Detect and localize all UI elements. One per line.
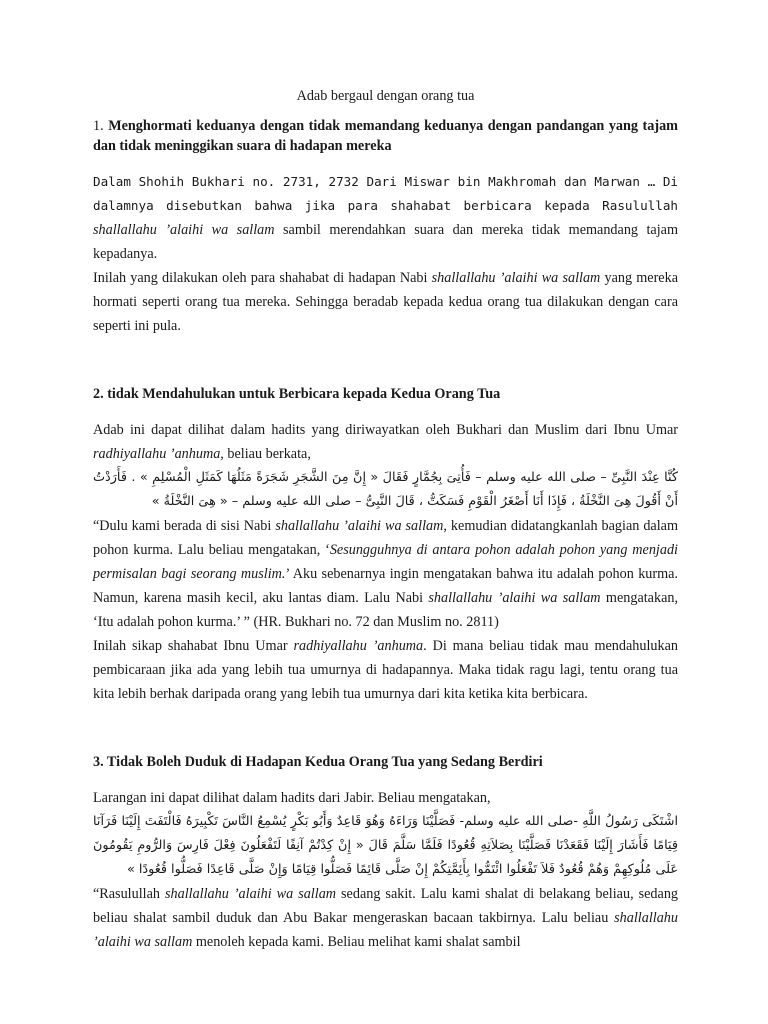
- section-1-paragraph-1-text-b: sambil merendahkan suara dan mereka tidak memandang tajam kepadanya.: [93, 222, 679, 262]
- spacer: [93, 360, 678, 382]
- section-3-heading: 3. Tidak Boleh Duduk di Hadapan Kedua Orang Tua yang Sedang Berdiri: [93, 754, 543, 770]
- section-2-paragraph-1-text-b: , beliau berkata,: [220, 446, 311, 462]
- section-2-paragraph-1-text-a: Adab ini dapat dilihat dalam hadits yang diriwayatkan oleh Bukhari dan Muslim dari Ibnu Umar: [93, 422, 678, 438]
- section-2-arabic-hadith: كُنَّا عِنْدَ النَّبِىِّ – صلى الله عليه وسلم – فَأُتِىَ بِجُمَّارٍ فَقَالَ « إِنَّ مِنَ الشَّجَرِ شَجَرَةً مَثَلُهَا كَمَثَلِ الْمُسْلِمِ » . فَأَرَدْتُ أَنْ أَقُولَ هِىَ النَّخْلَةُ ، فَإِذَا أَنَا أَصْغَرُ الْقَوْمِ فَسَكَتُّ ، قَالَ النَّبِىُّ – صلى الله عليه وسلم – « هِىَ النَّخْلَةُ »: [93, 470, 678, 509]
- section-3-translation-italic-1: shallallahu ’alaihi wa sallam: [164, 886, 337, 902]
- section-2-translation-text-c: ’ Aku sebenarnya ingin mengatakan bahwa itu adalah pohon kurma. Namun, karena masih kecil, aku lantas diam. Lalu Nabi: [93, 566, 678, 606]
- section-2-translation-text-a: “Dulu kami berada di sisi Nabi: [93, 518, 276, 534]
- section-3-paragraph-1: Larangan ini dapat dilihat dalam hadits dari Jabir. Beliau mengatakan,: [93, 790, 491, 806]
- section-1-paragraph-2-text-a: Inilah yang dilakukan oleh para shahabat di hadapan Nabi: [93, 270, 432, 286]
- section-1-heading: [93, 116, 678, 156]
- section-2-number: 2: [93, 386, 101, 402]
- section-1-paragraph-1: [93, 170, 678, 266]
- section-2-paragraph-1: [93, 418, 678, 466]
- section-2-translation-italic-2: Sesungguhnya di antara pohon adalah pohon yang menjadi permisalan bagi seorang muslim.: [93, 542, 678, 582]
- section-2-paragraph-3-text-b: . Di mana beliau tidak mau mendahulukan pembicaraan jika ada yang lebih tua umurnya di hadapannya. Maka tidak ragu lagi, tentu orang tua kita lebih berhak daripada orang yang lebih tua umurnya dari kita ketika kita berbicara.: [93, 638, 678, 702]
- section-1-paragraph-1-italic: shallallahu ’alaihi wa sallam: [93, 222, 275, 238]
- section-1-paragraph-1-text-a: Dalam Shohih Bukhari no. 2731, 2732 Dari Miswar bin Makhromah dan Marwan … Di dalamnya disebutkan bahwa jika para shahabat berbicara kepada Rasulullah: [93, 174, 678, 213]
- section-3-translation-italic-2: shallallahu ’alaihi wa sallam: [93, 910, 678, 950]
- section-2-translation-italic-1: shallallahu ’alaihi wa sallam: [275, 518, 444, 534]
- section-2-translation-text-b: , kemudian didatangkanlah bagian dalam pohon kurma. Lalu beliau mengatakan, ‘: [93, 518, 678, 558]
- section-2-paragraph-1-italic: radhiyallahu ’anhuma: [93, 446, 221, 462]
- section-2-heading-text: . tidak Mendahulukan untuk Berbicara kepada Kedua Orang Tua: [100, 386, 501, 402]
- section-2-paragraph-3-text-a: Inilah sikap shahabat Ibnu Umar: [93, 638, 294, 654]
- section-3-translation-text-b: sedang sakit. Lalu kami shalat di belakang beliau, sedang beliau shalat sambil duduk dan Abu Bakar mengeraskan bacaan takbirnya. Lalu beliau: [93, 886, 679, 926]
- section-1-paragraph-2-text-b: yang mereka hormati seperti orang tua mereka. Sehingga beradab kepada kedua orang tua dilakukan dengan cara seperti ini pula.: [93, 270, 678, 334]
- section-2-translation-italic-3: shallallahu ’alaihi wa sallam: [428, 590, 601, 606]
- section-3-translation: [93, 882, 678, 954]
- section-1-paragraph-2-italic: shallallahu ’alaihi wa sallam: [431, 270, 601, 286]
- section-2-paragraph-3-italic: radhiyallahu ’anhuma: [293, 638, 424, 654]
- section-2-translation: [93, 514, 678, 634]
- section-1-heading-text: Menghormati keduanya dengan tidak memandang keduanya dengan pandangan yang tajam dan tidak meninggikan suara di hadapan mereka: [93, 118, 679, 154]
- section-1-number: 1.: [93, 118, 104, 134]
- section-2-heading: [93, 382, 678, 406]
- section-2-paragraph-3: [93, 634, 678, 706]
- section-3-translation-text-a: “Rasulullah: [93, 886, 165, 902]
- section-2-translation-text-d: mengatakan, ‘Itu adalah pohon kurma.’ ” (HR. Bukhari no. 72 dan Muslim no. 2811): [93, 590, 679, 630]
- section-3-arabic-hadith: اشْتَكَى رَسُولُ اللَّهِ -صلى الله عليه وسلم- فَصَلَّيْنَا وَرَاءَهُ وَهُوَ قَاعِدٌ وَأَبُو بَكْرٍ يُسْمِعُ النَّاسَ تَكْبِيرَهُ فَالْتَفَتَ إِلَيْنَا فَرَآنَا قِيَامًا فَأَشَارَ إِلَيْنَا فَقَعَدْنَا فَصَلَّيْنَا بِصَلاَتِهِ قُعُودًا فَلَمَّا سَلَّمَ قَالَ « إِنْ كِدْتُمْ آنِفًا لَتَفْعَلُونَ فِعْلَ فَارِسَ وَالرُّومِ يَقُومُونَ عَلَى مُلُوكِهِمْ وَهُمْ قُعُودٌ فَلاَ تَفْعَلُوا ائْتَمُّوا بِأَئِمَّتِكُمْ إِنْ صَلَّى قَائِمًا فَصَلُّوا قِيَامًا وَإِنْ صَلَّى قَاعِدًا فَصَلُّوا قُعُودًا »: [93, 814, 678, 877]
- spacer: [93, 728, 678, 750]
- section-3-translation-text-c: menoleh kepada kami. Beliau melihat kami shalat sambil: [192, 934, 521, 950]
- section-1-paragraph-2: [93, 266, 678, 338]
- document-title: Adab bergaul dengan orang tua: [296, 88, 475, 104]
